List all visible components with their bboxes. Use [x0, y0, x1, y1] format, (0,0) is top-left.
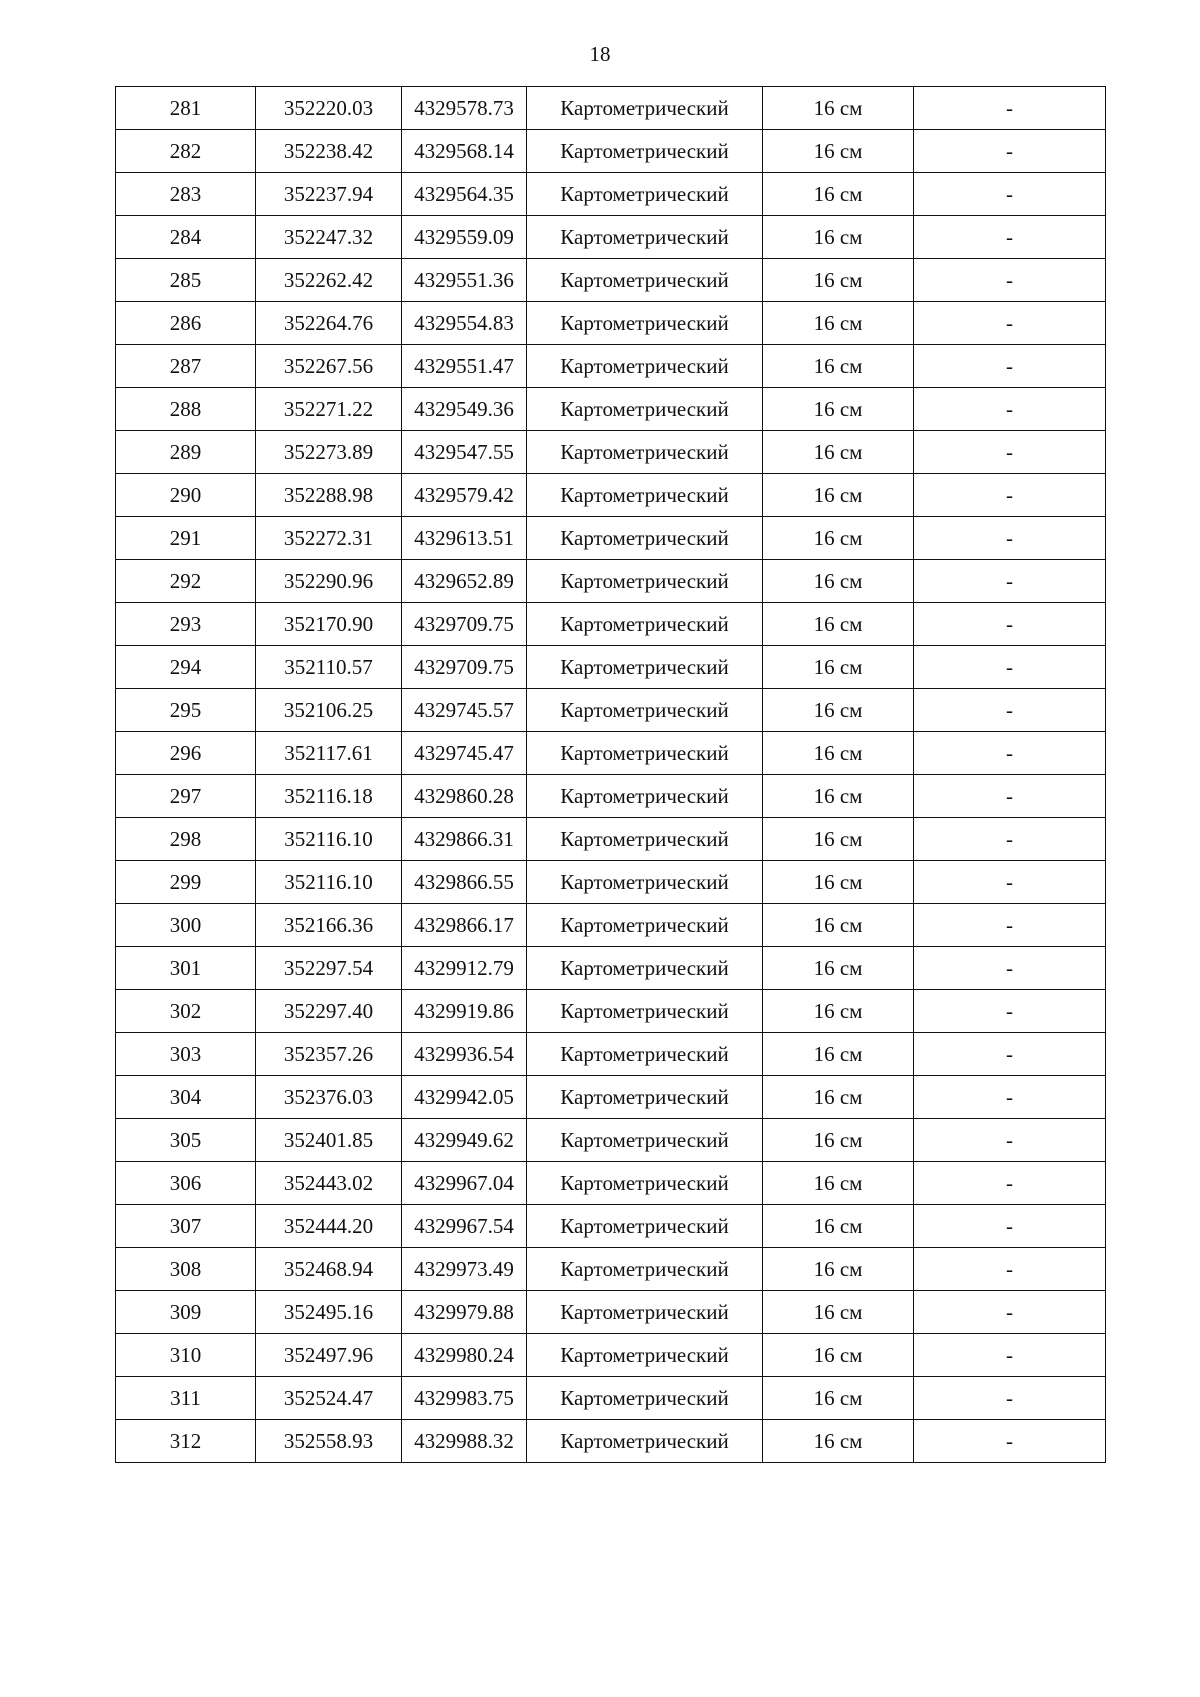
- point-number-cell: 283: [116, 173, 256, 216]
- x-coordinate-cell: 352297.40: [256, 990, 402, 1033]
- accuracy-cell: 16 см: [763, 732, 914, 775]
- y-coordinate-cell: 4329860.28: [402, 775, 527, 818]
- table-row: [116, 732, 1106, 775]
- x-coordinate-cell: 352264.76: [256, 302, 402, 345]
- method-cell: Картометрический: [527, 216, 763, 259]
- description-cell: -: [914, 431, 1106, 474]
- point-number-cell: 303: [116, 1033, 256, 1076]
- method-cell: Картометрический: [527, 1205, 763, 1248]
- x-coordinate-cell: 352117.61: [256, 732, 402, 775]
- table-row: [116, 1076, 1106, 1119]
- description-cell: -: [914, 87, 1106, 130]
- y-coordinate-cell: 4329983.75: [402, 1377, 527, 1420]
- point-number-cell: 291: [116, 517, 256, 560]
- y-coordinate-cell: 4329549.36: [402, 388, 527, 431]
- point-number-cell: 308: [116, 1248, 256, 1291]
- accuracy-cell: 16 см: [763, 474, 914, 517]
- x-coordinate-cell: 352497.96: [256, 1334, 402, 1377]
- x-coordinate-cell: 352166.36: [256, 904, 402, 947]
- table-row: [116, 990, 1106, 1033]
- accuracy-cell: 16 см: [763, 990, 914, 1033]
- accuracy-cell: 16 см: [763, 1334, 914, 1377]
- method-cell: Картометрический: [527, 173, 763, 216]
- method-cell: Картометрический: [527, 603, 763, 646]
- accuracy-cell: 16 см: [763, 1248, 914, 1291]
- table-row: [116, 1033, 1106, 1076]
- y-coordinate-cell: 4329568.14: [402, 130, 527, 173]
- method-cell: Картометрический: [527, 1033, 763, 1076]
- accuracy-cell: 16 см: [763, 560, 914, 603]
- y-coordinate-cell: 4329652.89: [402, 560, 527, 603]
- accuracy-cell: 16 см: [763, 173, 914, 216]
- accuracy-cell: 16 см: [763, 689, 914, 732]
- description-cell: -: [914, 130, 1106, 173]
- table-row: [116, 216, 1106, 259]
- x-coordinate-cell: 352110.57: [256, 646, 402, 689]
- description-cell: -: [914, 689, 1106, 732]
- x-coordinate-cell: 352116.10: [256, 861, 402, 904]
- table-row: [116, 1334, 1106, 1377]
- table-row: [116, 947, 1106, 990]
- point-number-cell: 310: [116, 1334, 256, 1377]
- y-coordinate-cell: 4329949.62: [402, 1119, 527, 1162]
- description-cell: -: [914, 216, 1106, 259]
- y-coordinate-cell: 4329912.79: [402, 947, 527, 990]
- method-cell: Картометрический: [527, 474, 763, 517]
- description-cell: -: [914, 775, 1106, 818]
- x-coordinate-cell: 352273.89: [256, 431, 402, 474]
- x-coordinate-cell: 352443.02: [256, 1162, 402, 1205]
- y-coordinate-cell: 4329866.17: [402, 904, 527, 947]
- y-coordinate-cell: 4329942.05: [402, 1076, 527, 1119]
- method-cell: Картометрический: [527, 431, 763, 474]
- method-cell: Картометрический: [527, 560, 763, 603]
- table-row: [116, 130, 1106, 173]
- x-coordinate-cell: 352272.31: [256, 517, 402, 560]
- x-coordinate-cell: 352376.03: [256, 1076, 402, 1119]
- accuracy-cell: 16 см: [763, 904, 914, 947]
- y-coordinate-cell: 4329551.47: [402, 345, 527, 388]
- x-coordinate-cell: 352288.98: [256, 474, 402, 517]
- point-number-cell: 294: [116, 646, 256, 689]
- method-cell: Картометрический: [527, 130, 763, 173]
- y-coordinate-cell: 4329547.55: [402, 431, 527, 474]
- accuracy-cell: 16 см: [763, 1205, 914, 1248]
- y-coordinate-cell: 4329936.54: [402, 1033, 527, 1076]
- x-coordinate-cell: 352262.42: [256, 259, 402, 302]
- point-number-cell: 298: [116, 818, 256, 861]
- x-coordinate-cell: 352247.32: [256, 216, 402, 259]
- description-cell: -: [914, 1420, 1106, 1463]
- table-row: [116, 302, 1106, 345]
- method-cell: Картометрический: [527, 345, 763, 388]
- method-cell: Картометрический: [527, 1334, 763, 1377]
- description-cell: -: [914, 173, 1106, 216]
- point-number-cell: 299: [116, 861, 256, 904]
- description-cell: -: [914, 1162, 1106, 1205]
- y-coordinate-cell: 4329709.75: [402, 646, 527, 689]
- y-coordinate-cell: 4329564.35: [402, 173, 527, 216]
- description-cell: -: [914, 732, 1106, 775]
- y-coordinate-cell: 4329745.57: [402, 689, 527, 732]
- table-row: [116, 646, 1106, 689]
- table-row: [116, 87, 1106, 130]
- point-number-cell: 281: [116, 87, 256, 130]
- method-cell: Картометрический: [527, 1119, 763, 1162]
- x-coordinate-cell: 352106.25: [256, 689, 402, 732]
- y-coordinate-cell: 4329745.47: [402, 732, 527, 775]
- x-coordinate-cell: 352237.94: [256, 173, 402, 216]
- description-cell: -: [914, 861, 1106, 904]
- description-cell: -: [914, 1033, 1106, 1076]
- table-row: [116, 1248, 1106, 1291]
- point-number-cell: 287: [116, 345, 256, 388]
- table-row: [116, 560, 1106, 603]
- description-cell: -: [914, 474, 1106, 517]
- method-cell: Картометрический: [527, 775, 763, 818]
- accuracy-cell: 16 см: [763, 646, 914, 689]
- description-cell: -: [914, 1291, 1106, 1334]
- point-number-cell: 302: [116, 990, 256, 1033]
- table-row: [116, 1162, 1106, 1205]
- point-number-cell: 285: [116, 259, 256, 302]
- point-number-cell: 306: [116, 1162, 256, 1205]
- x-coordinate-cell: 352271.22: [256, 388, 402, 431]
- accuracy-cell: 16 см: [763, 947, 914, 990]
- point-number-cell: 289: [116, 431, 256, 474]
- point-number-cell: 301: [116, 947, 256, 990]
- description-cell: -: [914, 388, 1106, 431]
- method-cell: Картометрический: [527, 1162, 763, 1205]
- table-row: [116, 1205, 1106, 1248]
- x-coordinate-cell: 352468.94: [256, 1248, 402, 1291]
- accuracy-cell: 16 см: [763, 818, 914, 861]
- coordinates-table: [115, 86, 1106, 1463]
- table-row: [116, 1119, 1106, 1162]
- point-number-cell: 309: [116, 1291, 256, 1334]
- accuracy-cell: 16 см: [763, 603, 914, 646]
- description-cell: -: [914, 1205, 1106, 1248]
- accuracy-cell: 16 см: [763, 259, 914, 302]
- x-coordinate-cell: 352558.93: [256, 1420, 402, 1463]
- x-coordinate-cell: 352220.03: [256, 87, 402, 130]
- point-number-cell: 311: [116, 1377, 256, 1420]
- point-number-cell: 282: [116, 130, 256, 173]
- accuracy-cell: 16 см: [763, 861, 914, 904]
- method-cell: Картометрический: [527, 1248, 763, 1291]
- table-row: [116, 517, 1106, 560]
- method-cell: Картометрический: [527, 646, 763, 689]
- point-number-cell: 307: [116, 1205, 256, 1248]
- method-cell: Картометрический: [527, 302, 763, 345]
- y-coordinate-cell: 4329988.32: [402, 1420, 527, 1463]
- method-cell: Картометрический: [527, 259, 763, 302]
- x-coordinate-cell: 352357.26: [256, 1033, 402, 1076]
- table-row: [116, 1291, 1106, 1334]
- x-coordinate-cell: 352290.96: [256, 560, 402, 603]
- table-row: [116, 345, 1106, 388]
- x-coordinate-cell: 352401.85: [256, 1119, 402, 1162]
- description-cell: -: [914, 1248, 1106, 1291]
- accuracy-cell: 16 см: [763, 1291, 914, 1334]
- y-coordinate-cell: 4329559.09: [402, 216, 527, 259]
- x-coordinate-cell: 352444.20: [256, 1205, 402, 1248]
- accuracy-cell: 16 см: [763, 216, 914, 259]
- y-coordinate-cell: 4329967.04: [402, 1162, 527, 1205]
- table-row: [116, 388, 1106, 431]
- method-cell: Картометрический: [527, 1420, 763, 1463]
- method-cell: Картометрический: [527, 1291, 763, 1334]
- y-coordinate-cell: 4329979.88: [402, 1291, 527, 1334]
- accuracy-cell: 16 см: [763, 775, 914, 818]
- method-cell: Картометрический: [527, 904, 763, 947]
- description-cell: -: [914, 560, 1106, 603]
- accuracy-cell: 16 см: [763, 1420, 914, 1463]
- description-cell: -: [914, 646, 1106, 689]
- table-row: [116, 904, 1106, 947]
- description-cell: -: [914, 947, 1106, 990]
- point-number-cell: 297: [116, 775, 256, 818]
- y-coordinate-cell: 4329973.49: [402, 1248, 527, 1291]
- description-cell: -: [914, 302, 1106, 345]
- x-coordinate-cell: 352297.54: [256, 947, 402, 990]
- table-row: [116, 1420, 1106, 1463]
- method-cell: Картометрический: [527, 689, 763, 732]
- point-number-cell: 304: [116, 1076, 256, 1119]
- point-number-cell: 292: [116, 560, 256, 603]
- description-cell: -: [914, 990, 1106, 1033]
- point-number-cell: 284: [116, 216, 256, 259]
- y-coordinate-cell: 4329980.24: [402, 1334, 527, 1377]
- y-coordinate-cell: 4329579.42: [402, 474, 527, 517]
- table-row: [116, 689, 1106, 732]
- y-coordinate-cell: 4329578.73: [402, 87, 527, 130]
- accuracy-cell: 16 см: [763, 1119, 914, 1162]
- y-coordinate-cell: 4329919.86: [402, 990, 527, 1033]
- table-row: [116, 474, 1106, 517]
- point-number-cell: 286: [116, 302, 256, 345]
- accuracy-cell: 16 см: [763, 431, 914, 474]
- method-cell: Картометрический: [527, 388, 763, 431]
- accuracy-cell: 16 см: [763, 1076, 914, 1119]
- accuracy-cell: 16 см: [763, 87, 914, 130]
- y-coordinate-cell: 4329554.83: [402, 302, 527, 345]
- y-coordinate-cell: 4329866.31: [402, 818, 527, 861]
- x-coordinate-cell: 352116.10: [256, 818, 402, 861]
- description-cell: -: [914, 1076, 1106, 1119]
- method-cell: Картометрический: [527, 1076, 763, 1119]
- y-coordinate-cell: 4329613.51: [402, 517, 527, 560]
- page-number: 18: [589, 42, 611, 66]
- point-number-cell: 293: [116, 603, 256, 646]
- table-row: [116, 1377, 1106, 1420]
- method-cell: Картометрический: [527, 947, 763, 990]
- y-coordinate-cell: 4329967.54: [402, 1205, 527, 1248]
- x-coordinate-cell: 352495.16: [256, 1291, 402, 1334]
- x-coordinate-cell: 352267.56: [256, 345, 402, 388]
- description-cell: -: [914, 345, 1106, 388]
- description-cell: -: [914, 818, 1106, 861]
- method-cell: Картометрический: [527, 87, 763, 130]
- x-coordinate-cell: 352524.47: [256, 1377, 402, 1420]
- accuracy-cell: 16 см: [763, 130, 914, 173]
- method-cell: Картометрический: [527, 818, 763, 861]
- description-cell: -: [914, 904, 1106, 947]
- method-cell: Картометрический: [527, 861, 763, 904]
- point-number-cell: 290: [116, 474, 256, 517]
- description-cell: -: [914, 517, 1106, 560]
- method-cell: Картометрический: [527, 1377, 763, 1420]
- x-coordinate-cell: 352170.90: [256, 603, 402, 646]
- method-cell: Картометрический: [527, 517, 763, 560]
- x-coordinate-cell: 352116.18: [256, 775, 402, 818]
- description-cell: -: [914, 1119, 1106, 1162]
- point-number-cell: 296: [116, 732, 256, 775]
- description-cell: -: [914, 1334, 1106, 1377]
- coordinates-table-body: [116, 87, 1106, 1463]
- accuracy-cell: 16 см: [763, 345, 914, 388]
- table-row: [116, 818, 1106, 861]
- accuracy-cell: 16 см: [763, 302, 914, 345]
- table-row: [116, 173, 1106, 216]
- x-coordinate-cell: 352238.42: [256, 130, 402, 173]
- accuracy-cell: 16 см: [763, 517, 914, 560]
- table-row: [116, 431, 1106, 474]
- point-number-cell: 288: [116, 388, 256, 431]
- accuracy-cell: 16 см: [763, 388, 914, 431]
- point-number-cell: 305: [116, 1119, 256, 1162]
- y-coordinate-cell: 4329551.36: [402, 259, 527, 302]
- accuracy-cell: 16 см: [763, 1162, 914, 1205]
- point-number-cell: 300: [116, 904, 256, 947]
- point-number-cell: 312: [116, 1420, 256, 1463]
- method-cell: Картометрический: [527, 732, 763, 775]
- method-cell: Картометрический: [527, 990, 763, 1033]
- table-row: [116, 775, 1106, 818]
- table-row: [116, 259, 1106, 302]
- y-coordinate-cell: 4329709.75: [402, 603, 527, 646]
- accuracy-cell: 16 см: [763, 1377, 914, 1420]
- accuracy-cell: 16 см: [763, 1033, 914, 1076]
- description-cell: -: [914, 603, 1106, 646]
- description-cell: -: [914, 1377, 1106, 1420]
- table-row: [116, 603, 1106, 646]
- description-cell: -: [914, 259, 1106, 302]
- table-row: [116, 861, 1106, 904]
- point-number-cell: 295: [116, 689, 256, 732]
- y-coordinate-cell: 4329866.55: [402, 861, 527, 904]
